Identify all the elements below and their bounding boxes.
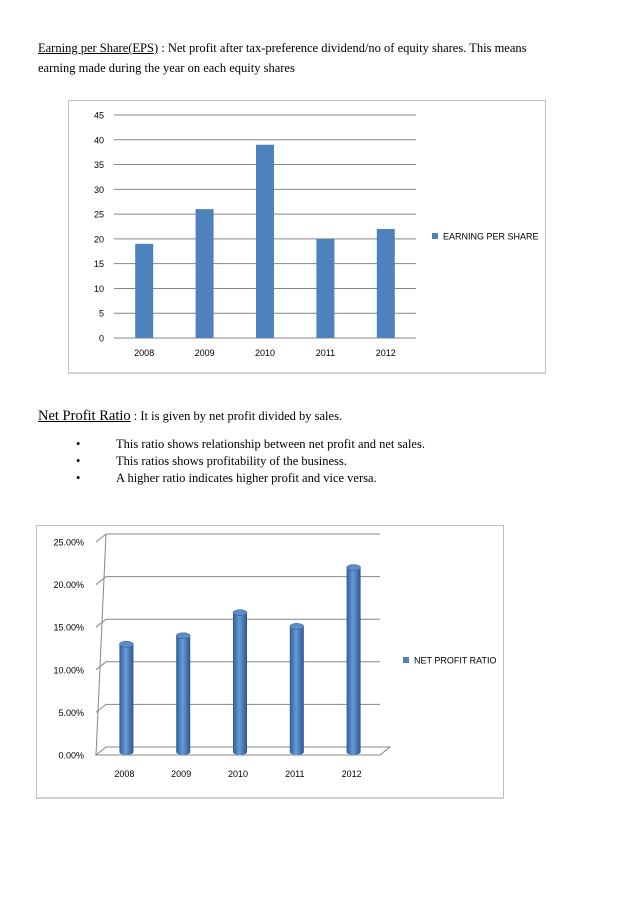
bar-cap: [176, 633, 190, 639]
y-tick-label: 25: [93, 209, 104, 220]
bullet-text: A higher ratio indicates higher profit and vice versa.: [116, 471, 377, 485]
x-tick-label: 2008: [114, 769, 135, 779]
bar-cap: [290, 623, 304, 629]
y-tick-label: 30: [93, 184, 104, 195]
x-tick-label: 2011: [285, 769, 305, 779]
bar: [256, 145, 274, 338]
chart-shadow: [38, 797, 504, 799]
bar: [176, 636, 190, 755]
legend-label: EARNING PER SHARE: [443, 231, 539, 242]
bar: [135, 244, 153, 338]
list-item: [76, 453, 425, 470]
bar: [290, 626, 304, 755]
x-tick-label: 2012: [341, 769, 362, 779]
y-tick-label: 20.00%: [53, 580, 84, 591]
y-tick-label: 10.00%: [53, 665, 84, 676]
x-tick-label: 2010: [254, 348, 276, 358]
y-tick-label: 40: [93, 135, 104, 146]
y-tick-label: 20: [93, 234, 104, 245]
bullet-text: This ratio shows relationship between net profit and net sales.: [116, 437, 425, 451]
bar: [233, 613, 247, 755]
x-tick-label: 2012: [375, 348, 396, 358]
legend-swatch: [403, 657, 409, 663]
bar: [119, 644, 133, 755]
y-tick-label: 5.00%: [58, 707, 84, 718]
bar-cap: [119, 641, 133, 647]
eps-text-line2: earning made during the year on each equity shares: [38, 61, 295, 75]
bar-cap: [347, 565, 361, 571]
eps-heading: Earning per Share(EPS): [38, 41, 159, 55]
chart-shadow: [70, 372, 546, 374]
npr-description: [38, 406, 342, 426]
bar-cap: [233, 610, 247, 616]
list-item: [76, 470, 425, 487]
y-tick-label: 5: [98, 308, 104, 319]
bar: [347, 568, 361, 755]
x-tick-label: 2010: [227, 769, 249, 779]
x-tick-label: 2009: [194, 348, 215, 358]
npr-bullet-list: [76, 436, 425, 487]
npr-heading: Net Profit Ratio: [38, 408, 131, 424]
list-item: [76, 436, 425, 453]
y-tick-label: 25.00%: [53, 537, 84, 548]
y-tick-label: 15.00%: [53, 622, 84, 633]
x-tick-label: 2009: [171, 769, 192, 779]
bar: [377, 229, 395, 338]
npr-text: : It is given by net profit divided by sales.: [130, 409, 343, 423]
legend-label: NET PROFIT RATIO: [414, 655, 497, 666]
y-tick-label: 10: [93, 283, 104, 294]
x-tick-label: 2011: [315, 348, 336, 358]
eps-text-line1: : Net profit after tax-preference dividend/no of equity shares. This means: [158, 41, 527, 55]
bullet-dot: •: [76, 471, 81, 485]
y-tick-label: 35: [93, 160, 104, 171]
bar: [196, 209, 214, 338]
legend-swatch: [432, 233, 438, 239]
y-tick-label: 0: [98, 333, 104, 344]
net-profit-ratio-chart: [36, 525, 504, 799]
bullet-text: This ratios shows profitability of the business.: [116, 454, 347, 468]
bullet-dot: •: [76, 454, 81, 468]
y-tick-label: 15: [93, 259, 104, 270]
bullet-dot: •: [76, 437, 81, 451]
y-tick-label: 45: [93, 110, 104, 121]
x-tick-label: 2008: [134, 348, 155, 358]
y-tick-label: 0.00%: [58, 750, 84, 761]
eps-chart: [68, 100, 546, 374]
bar: [316, 239, 334, 338]
eps-description: [38, 38, 527, 78]
